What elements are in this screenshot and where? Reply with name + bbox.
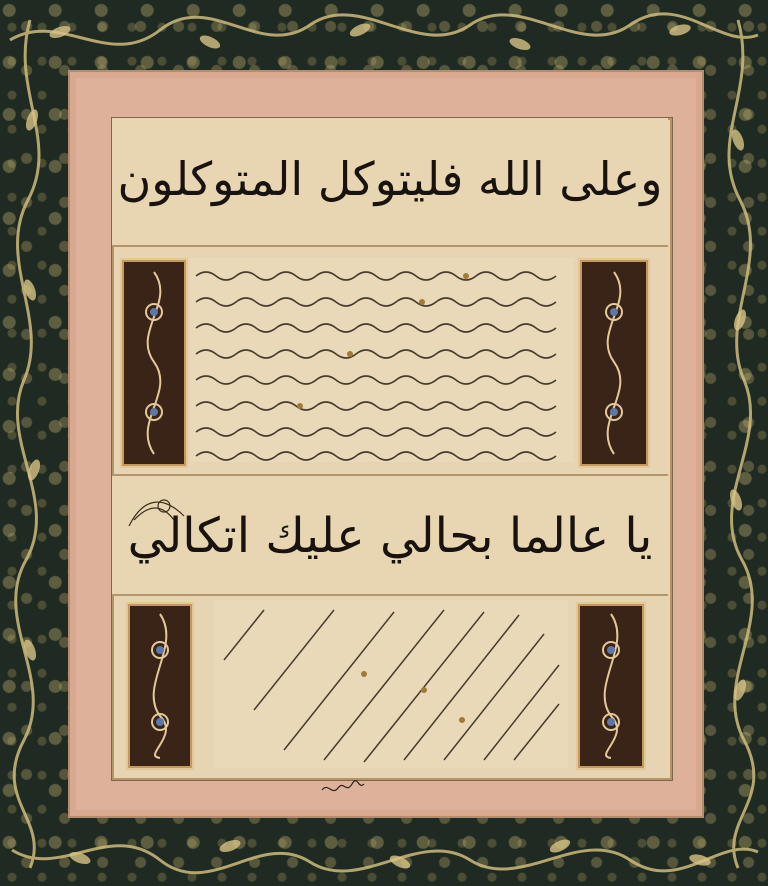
thuluth-middle-line: يا عالما بحالي عليك اتكالي (127, 508, 653, 564)
illumination-left-bottom (128, 604, 192, 768)
middle-thuluth-panel (112, 474, 668, 596)
illumination-right-bottom (578, 604, 644, 768)
diagonal-naskh-lines (214, 600, 568, 768)
small-tughra-ornament (124, 486, 194, 534)
top-thuluth-panel (112, 118, 668, 247)
thuluth-title-line: وعلى الله فليتوكل المتوكلون (117, 152, 663, 206)
naskh-text-block (190, 258, 574, 462)
calligrapher-signature (320, 780, 366, 794)
illumination-right-top (580, 260, 648, 466)
illumination-left-top (122, 260, 186, 466)
naskh-script-lines (190, 258, 574, 462)
diagonal-text-block (214, 600, 568, 768)
